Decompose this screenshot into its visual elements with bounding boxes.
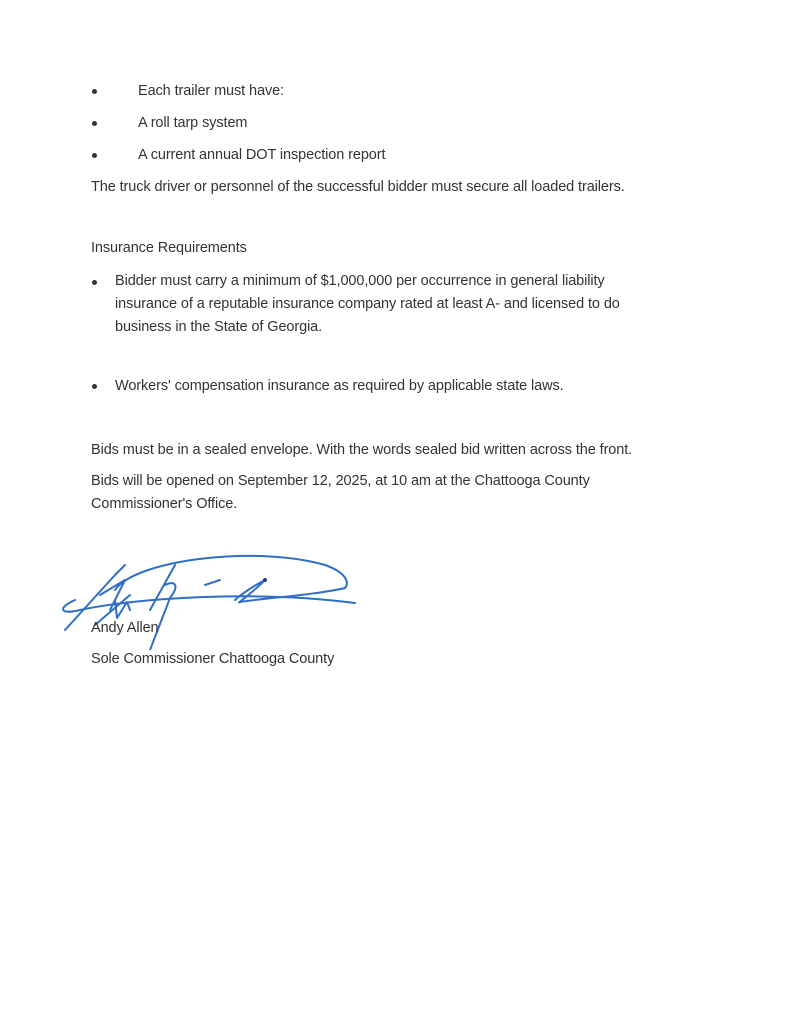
secure-note: The truck driver or personnel of the successful bidder must secure all loaded trailers. bbox=[91, 179, 625, 195]
trailer-list-item: Each trailer must have: bbox=[138, 83, 284, 99]
trailer-list-item: A roll tarp system bbox=[138, 115, 248, 131]
signer-title: Sole Commissioner Chattooga County bbox=[91, 651, 335, 667]
ink-dot bbox=[263, 578, 267, 582]
bullet-icon bbox=[92, 89, 97, 94]
bids-opening-note: Bids will be opened on September 12, 2025, at 10 am at the Chattooga County Commissioner's Office. bbox=[91, 473, 590, 512]
bullet-icon bbox=[92, 153, 97, 158]
insurance-item-workers-comp: Workers' compensation insurance as required by applicable state laws. bbox=[115, 378, 564, 394]
bullet-icon bbox=[92, 280, 97, 285]
bullet-icon bbox=[92, 121, 97, 126]
bids-sealed-note: Bids must be in a sealed envelope. With the words sealed bid written across the front. bbox=[91, 442, 633, 458]
trailer-list-item: A current annual DOT inspection report bbox=[138, 147, 386, 163]
bullet-icon bbox=[92, 384, 97, 389]
signer-name: Andy Allen bbox=[91, 620, 159, 636]
insurance-item-liability: Bidder must carry a minimum of $1,000,000 per occurrence in general liability insurance of a reputable insurance company rated at least A- and licensed to do business in the State of Georgia. bbox=[115, 273, 620, 335]
insurance-heading: Insurance Requirements bbox=[91, 240, 247, 256]
